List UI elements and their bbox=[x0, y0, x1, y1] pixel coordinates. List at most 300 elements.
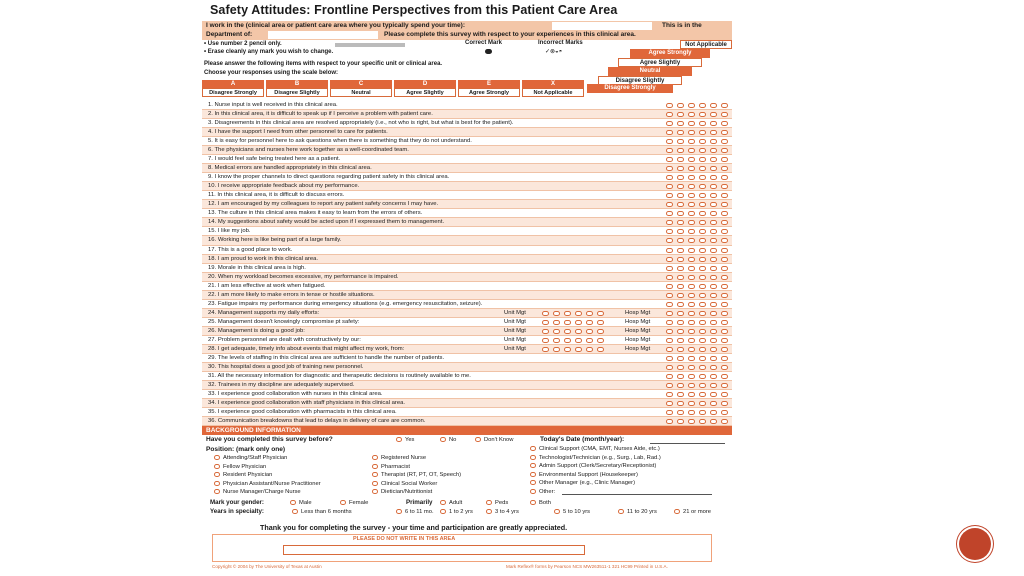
position-option[interactable]: Dietician/Nutritionist bbox=[372, 489, 432, 495]
work-area-field[interactable] bbox=[552, 22, 652, 30]
response-bubble[interactable] bbox=[699, 329, 706, 334]
response-bubble[interactable] bbox=[699, 302, 706, 307]
response-bubble[interactable] bbox=[666, 275, 673, 280]
response-bubble[interactable] bbox=[688, 347, 695, 352]
response-bubble[interactable] bbox=[677, 365, 684, 370]
response-bubble[interactable] bbox=[710, 293, 717, 298]
response-bubble[interactable] bbox=[699, 320, 706, 325]
specialty-option[interactable]: Less than 6 months bbox=[292, 509, 352, 515]
response-bubble[interactable] bbox=[688, 121, 695, 126]
survey-item-row bbox=[202, 390, 732, 399]
primarily-both[interactable]: Both bbox=[530, 500, 551, 506]
response-bubble[interactable] bbox=[710, 284, 717, 289]
unit-mgt-bubble[interactable] bbox=[575, 347, 582, 352]
incorrect-marks-icon: ✓⊗◒◓ bbox=[545, 49, 563, 55]
department-field[interactable] bbox=[268, 31, 378, 39]
unit-mgt-bubble[interactable] bbox=[597, 347, 604, 352]
response-bubble[interactable] bbox=[666, 320, 673, 325]
response-bubble[interactable] bbox=[677, 383, 684, 388]
unit-mgt-bubble[interactable] bbox=[553, 347, 560, 352]
unit-mgt-bubble[interactable] bbox=[597, 311, 604, 316]
unit-mgt-bubble[interactable] bbox=[597, 329, 604, 334]
unit-mgt-bubble[interactable] bbox=[586, 311, 593, 316]
specialty-option[interactable]: 1 to 2 yrs bbox=[440, 509, 473, 515]
position-option[interactable]: Fellow Physician bbox=[214, 464, 266, 470]
response-bubble[interactable] bbox=[677, 112, 684, 117]
response-bubble[interactable] bbox=[721, 383, 728, 388]
radio-icon bbox=[530, 446, 536, 451]
unit-mgt-bubble[interactable] bbox=[575, 329, 582, 334]
response-bubble[interactable] bbox=[688, 302, 695, 307]
response-bubble[interactable] bbox=[710, 166, 717, 171]
response-bubble[interactable] bbox=[677, 166, 684, 171]
response-bubble[interactable] bbox=[677, 392, 684, 397]
position-option[interactable]: Registered Nurse bbox=[372, 455, 426, 461]
response-bubble[interactable] bbox=[721, 347, 728, 352]
response-bubble[interactable] bbox=[699, 419, 706, 424]
response-bubble[interactable] bbox=[721, 266, 728, 271]
specialty-option[interactable]: 6 to 11 mo. bbox=[396, 509, 434, 515]
response-bubble[interactable] bbox=[721, 139, 728, 144]
response-bubble[interactable] bbox=[677, 211, 684, 216]
position-option[interactable]: Clinical Support (CMA, EMT, Nurses Aide, etc.) bbox=[530, 446, 660, 452]
survey-item-row bbox=[202, 363, 732, 372]
specialty-option[interactable]: 11 to 20 yrs bbox=[618, 509, 657, 515]
response-bubble[interactable] bbox=[688, 419, 695, 424]
position-option[interactable]: Pharmacist bbox=[372, 464, 410, 470]
response-bubble[interactable] bbox=[677, 184, 684, 189]
response-bubble[interactable] bbox=[666, 302, 673, 307]
response-bubble[interactable] bbox=[710, 266, 717, 271]
response-bubble[interactable] bbox=[688, 257, 695, 262]
response-bubble[interactable] bbox=[677, 329, 684, 334]
response-bubble[interactable] bbox=[710, 184, 717, 189]
response-bubble[interactable] bbox=[710, 401, 717, 406]
response-bubble[interactable] bbox=[666, 311, 673, 316]
position-option[interactable]: Attending/Staff Physician bbox=[214, 455, 287, 461]
staircase-neutral: Neutral bbox=[608, 67, 692, 76]
response-bubble[interactable] bbox=[666, 103, 673, 108]
response-bubble[interactable] bbox=[688, 329, 695, 334]
response-bubble[interactable] bbox=[666, 419, 673, 424]
response-bubble[interactable] bbox=[688, 410, 695, 415]
answer-instruction-2: Choose your responses using the scale below: bbox=[204, 70, 339, 76]
response-bubble[interactable] bbox=[688, 166, 695, 171]
unit-mgt-bubble[interactable] bbox=[575, 338, 582, 343]
unit-mgt-bubble[interactable] bbox=[564, 320, 571, 325]
response-bubble[interactable] bbox=[666, 392, 673, 397]
response-bubble[interactable] bbox=[710, 374, 717, 379]
response-bubble[interactable] bbox=[721, 374, 728, 379]
response-bubble[interactable] bbox=[666, 148, 673, 153]
unit-mgt-bubble[interactable] bbox=[542, 338, 549, 343]
response-bubble[interactable] bbox=[699, 103, 706, 108]
response-bubble[interactable] bbox=[677, 311, 684, 316]
position-option[interactable]: Clinical Social Worker bbox=[372, 481, 437, 487]
gender-male[interactable]: Male bbox=[290, 500, 312, 506]
response-bubble[interactable] bbox=[677, 193, 684, 198]
item-text: 33. I experience good collaboration with nurses in this clinical area. bbox=[208, 391, 383, 397]
specialty-option[interactable]: 21 or more bbox=[674, 509, 711, 515]
item-text: 5. It is easy for personnel here to ask questions when there is something that they do not understand. bbox=[208, 138, 472, 145]
response-bubble[interactable] bbox=[710, 211, 717, 216]
response-bubble[interactable] bbox=[666, 229, 673, 234]
unit-mgt-bubble[interactable] bbox=[586, 329, 593, 334]
response-bubble[interactable] bbox=[710, 275, 717, 280]
response-bubble[interactable] bbox=[721, 401, 728, 406]
response-bubble[interactable] bbox=[666, 293, 673, 298]
response-bubble[interactable] bbox=[699, 284, 706, 289]
position-option[interactable]: Technologist/Technician (e.g., Surg., Lab, Rad.) bbox=[530, 455, 661, 461]
response-bubble[interactable] bbox=[677, 121, 684, 126]
radio-icon bbox=[486, 500, 492, 505]
response-bubble[interactable] bbox=[699, 121, 706, 126]
response-bubble[interactable] bbox=[688, 401, 695, 406]
response-bubble[interactable] bbox=[699, 238, 706, 243]
response-bubble[interactable] bbox=[710, 410, 717, 415]
position-option[interactable]: Other Manager (e.g., Clinic Manager) bbox=[530, 480, 635, 486]
response-bubble[interactable] bbox=[721, 184, 728, 189]
response-bubble[interactable] bbox=[710, 257, 717, 262]
position-option[interactable]: Resident Physician bbox=[214, 472, 272, 478]
response-bubble[interactable] bbox=[688, 311, 695, 316]
response-bubble[interactable] bbox=[677, 338, 684, 343]
unit-mgt-bubble[interactable] bbox=[542, 329, 549, 334]
position-option[interactable]: Therapist (RT, PT, OT, Speech) bbox=[372, 472, 461, 478]
response-bubble[interactable] bbox=[721, 257, 728, 262]
response-bubble[interactable] bbox=[721, 211, 728, 216]
response-bubble[interactable] bbox=[699, 175, 706, 180]
response-bubble[interactable] bbox=[699, 356, 706, 361]
response-bubble[interactable] bbox=[688, 374, 695, 379]
response-bubble[interactable] bbox=[677, 419, 684, 424]
response-bubble[interactable] bbox=[721, 311, 728, 316]
response-bubble[interactable] bbox=[699, 112, 706, 117]
unit-mgt-bubble[interactable] bbox=[586, 320, 593, 325]
response-bubble[interactable] bbox=[699, 266, 706, 271]
response-bubble[interactable] bbox=[666, 248, 673, 253]
response-bubble[interactable] bbox=[699, 410, 706, 415]
response-bubble[interactable] bbox=[699, 365, 706, 370]
response-bubble[interactable] bbox=[710, 238, 717, 243]
response-bubble[interactable] bbox=[688, 320, 695, 325]
position-option[interactable]: Physician Assistant/Nurse Practitioner bbox=[214, 481, 321, 487]
response-bubble[interactable] bbox=[677, 410, 684, 415]
response-bubble[interactable] bbox=[688, 275, 695, 280]
response-bubble[interactable] bbox=[688, 248, 695, 253]
unit-mgt-bubble[interactable] bbox=[564, 347, 571, 352]
radio-icon bbox=[372, 472, 378, 477]
response-bubble[interactable] bbox=[666, 401, 673, 406]
response-bubble[interactable] bbox=[688, 365, 695, 370]
survey-item-row bbox=[202, 110, 732, 119]
response-bubble[interactable] bbox=[721, 238, 728, 243]
response-bubble[interactable] bbox=[688, 383, 695, 388]
response-bubble[interactable] bbox=[710, 193, 717, 198]
response-bubble[interactable] bbox=[677, 175, 684, 180]
response-bubble[interactable] bbox=[666, 193, 673, 198]
response-bubble[interactable] bbox=[688, 184, 695, 189]
response-bubble[interactable] bbox=[666, 410, 673, 415]
response-bubble[interactable] bbox=[688, 139, 695, 144]
response-bubble[interactable] bbox=[688, 338, 695, 343]
response-bubble[interactable] bbox=[666, 266, 673, 271]
response-bubble[interactable] bbox=[710, 112, 717, 117]
response-bubble[interactable] bbox=[688, 112, 695, 117]
response-bubble[interactable] bbox=[688, 148, 695, 153]
response-bubble[interactable] bbox=[699, 148, 706, 153]
response-bubble[interactable] bbox=[721, 410, 728, 415]
response-bubble[interactable] bbox=[666, 211, 673, 216]
position-option[interactable]: Other: bbox=[530, 489, 555, 495]
response-bubble[interactable] bbox=[677, 293, 684, 298]
response-bubble[interactable] bbox=[710, 121, 717, 126]
response-bubble[interactable] bbox=[710, 347, 717, 352]
response-bubble[interactable] bbox=[666, 347, 673, 352]
response-bubble[interactable] bbox=[710, 157, 717, 162]
survey-item-row bbox=[202, 408, 732, 417]
response-bubble[interactable] bbox=[721, 419, 728, 424]
response-bubble[interactable] bbox=[688, 392, 695, 397]
unit-mgt-bubble[interactable] bbox=[542, 311, 549, 316]
unit-mgt-bubble[interactable] bbox=[553, 338, 560, 343]
response-bubble[interactable] bbox=[721, 103, 728, 108]
response-bubble[interactable] bbox=[688, 193, 695, 198]
response-bubble[interactable] bbox=[688, 356, 695, 361]
primarily-adult[interactable]: Adult bbox=[440, 500, 462, 506]
unit-mgt-bubble[interactable] bbox=[575, 311, 582, 316]
gender-female[interactable]: Female bbox=[340, 500, 368, 506]
radio-icon bbox=[290, 500, 296, 505]
response-bubble[interactable] bbox=[688, 293, 695, 298]
position-option[interactable]: Nurse Manager/Charge Nurse bbox=[214, 489, 301, 495]
unit-mgt-bubble[interactable] bbox=[564, 329, 571, 334]
radio-icon bbox=[440, 437, 446, 442]
response-bubble[interactable] bbox=[710, 392, 717, 397]
response-bubble[interactable] bbox=[666, 338, 673, 343]
response-bubble[interactable] bbox=[666, 257, 673, 262]
response-bubble[interactable] bbox=[721, 320, 728, 325]
response-bubble[interactable] bbox=[699, 275, 706, 280]
position-option[interactable]: Environmental Support (Housekeeper) bbox=[530, 472, 638, 478]
response-bubble[interactable] bbox=[710, 302, 717, 307]
response-bubble[interactable] bbox=[677, 356, 684, 361]
response-bubble[interactable] bbox=[677, 157, 684, 162]
response-bubble[interactable] bbox=[710, 202, 717, 207]
unit-mgt-bubble[interactable] bbox=[586, 347, 593, 352]
response-bubble[interactable] bbox=[688, 266, 695, 271]
response-bubble[interactable] bbox=[721, 338, 728, 343]
response-bubble[interactable] bbox=[710, 248, 717, 253]
unit-mgt-bubble[interactable] bbox=[553, 329, 560, 334]
response-bubble[interactable] bbox=[666, 139, 673, 144]
response-bubble[interactable] bbox=[677, 347, 684, 352]
position-option[interactable]: Admin Support (Clerk/Secretary/Receptionist) bbox=[530, 463, 656, 469]
response-bubble[interactable] bbox=[721, 329, 728, 334]
response-bubble[interactable] bbox=[677, 401, 684, 406]
response-bubble[interactable] bbox=[666, 374, 673, 379]
response-bubble[interactable] bbox=[699, 202, 706, 207]
response-bubble[interactable] bbox=[699, 184, 706, 189]
response-bubble[interactable] bbox=[710, 383, 717, 388]
response-bubble[interactable] bbox=[699, 374, 706, 379]
survey-item-row bbox=[202, 327, 732, 336]
response-bubble[interactable] bbox=[699, 220, 706, 225]
completed-yes[interactable]: Yes bbox=[396, 437, 414, 443]
item-text: 23. Fatigue impairs my performance during emergency situations (e.g. emergency resuscitation, seizure). bbox=[208, 300, 483, 307]
response-bubble[interactable] bbox=[677, 148, 684, 153]
response-bubble[interactable] bbox=[721, 365, 728, 370]
response-bubble[interactable] bbox=[710, 175, 717, 180]
response-bubble[interactable] bbox=[666, 202, 673, 207]
other-position-field[interactable] bbox=[562, 494, 712, 495]
response-bubble[interactable] bbox=[666, 284, 673, 289]
response-bubble[interactable] bbox=[677, 266, 684, 271]
response-bubble[interactable] bbox=[699, 211, 706, 216]
response-bubble[interactable] bbox=[710, 229, 717, 234]
response-bubble[interactable] bbox=[699, 347, 706, 352]
response-bubble[interactable] bbox=[710, 139, 717, 144]
response-bubble[interactable] bbox=[710, 419, 717, 424]
response-bubble[interactable] bbox=[721, 248, 728, 253]
response-bubble[interactable] bbox=[710, 365, 717, 370]
response-bubble[interactable] bbox=[710, 329, 717, 334]
response-bubble[interactable] bbox=[699, 157, 706, 162]
response-bubble[interactable] bbox=[721, 193, 728, 198]
survey-item-row bbox=[202, 146, 732, 155]
response-bubble[interactable] bbox=[699, 401, 706, 406]
response-bubble[interactable] bbox=[677, 275, 684, 280]
unit-mgt-bubble[interactable] bbox=[586, 338, 593, 343]
response-bubble[interactable] bbox=[666, 329, 673, 334]
response-bubble[interactable] bbox=[699, 130, 706, 135]
response-bubble[interactable] bbox=[721, 392, 728, 397]
response-bubble[interactable] bbox=[721, 175, 728, 180]
response-bubble[interactable] bbox=[699, 293, 706, 298]
response-bubble[interactable] bbox=[721, 202, 728, 207]
response-bubble[interactable] bbox=[688, 157, 695, 162]
response-bubble[interactable] bbox=[721, 121, 728, 126]
response-bubble[interactable] bbox=[677, 320, 684, 325]
response-bubble[interactable] bbox=[699, 193, 706, 198]
response-bubble[interactable] bbox=[677, 202, 684, 207]
primarily-peds[interactable]: Peds bbox=[486, 500, 508, 506]
unit-mgt-bubble[interactable] bbox=[597, 320, 604, 325]
unit-mgt-bubble[interactable] bbox=[564, 338, 571, 343]
response-bubble[interactable] bbox=[688, 238, 695, 243]
response-bubble[interactable] bbox=[710, 220, 717, 225]
unit-mgt-bubble[interactable] bbox=[553, 311, 560, 316]
response-bubble[interactable] bbox=[677, 139, 684, 144]
unit-mgt-bubble[interactable] bbox=[542, 320, 549, 325]
response-bubble[interactable] bbox=[721, 293, 728, 298]
response-bubble[interactable] bbox=[688, 211, 695, 216]
response-bubble[interactable] bbox=[699, 311, 706, 316]
response-bubble[interactable] bbox=[710, 320, 717, 325]
response-bubble[interactable] bbox=[721, 302, 728, 307]
response-bubble[interactable] bbox=[666, 356, 673, 361]
response-bubble[interactable] bbox=[688, 202, 695, 207]
response-bubble[interactable] bbox=[688, 229, 695, 234]
response-bubble[interactable] bbox=[721, 148, 728, 153]
response-bubble[interactable] bbox=[666, 238, 673, 243]
response-bubble[interactable] bbox=[666, 365, 673, 370]
response-bubble[interactable] bbox=[721, 356, 728, 361]
response-bubble[interactable] bbox=[677, 103, 684, 108]
unit-mgt-bubble[interactable] bbox=[597, 338, 604, 343]
response-bubble[interactable] bbox=[699, 338, 706, 343]
response-bubble[interactable] bbox=[666, 112, 673, 117]
response-bubble[interactable] bbox=[721, 157, 728, 162]
response-bubble[interactable] bbox=[699, 229, 706, 234]
completed-no[interactable]: No bbox=[440, 437, 456, 443]
response-bubble[interactable] bbox=[721, 166, 728, 171]
response-bubble[interactable] bbox=[710, 356, 717, 361]
response-bubble[interactable] bbox=[666, 220, 673, 225]
response-bubble[interactable] bbox=[699, 257, 706, 262]
response-bubble[interactable] bbox=[688, 284, 695, 289]
unit-mgt-bubble[interactable] bbox=[564, 311, 571, 316]
response-bubble[interactable] bbox=[677, 302, 684, 307]
response-bubble[interactable] bbox=[666, 175, 673, 180]
response-bubble[interactable] bbox=[677, 374, 684, 379]
response-bubble[interactable] bbox=[721, 220, 728, 225]
response-bubble[interactable] bbox=[666, 157, 673, 162]
response-bubble[interactable] bbox=[710, 311, 717, 316]
response-bubble[interactable] bbox=[666, 166, 673, 171]
response-bubble[interactable] bbox=[710, 148, 717, 153]
response-bubble[interactable] bbox=[721, 130, 728, 135]
response-bubble[interactable] bbox=[699, 139, 706, 144]
response-bubble[interactable] bbox=[677, 130, 684, 135]
response-bubble[interactable] bbox=[688, 130, 695, 135]
response-bubble[interactable] bbox=[710, 338, 717, 343]
survey-item-row bbox=[202, 200, 732, 209]
response-bubble[interactable] bbox=[699, 383, 706, 388]
completed-dont-know[interactable]: Don't Know bbox=[475, 437, 513, 443]
response-bubble[interactable] bbox=[699, 392, 706, 397]
response-bubble[interactable] bbox=[666, 130, 673, 135]
response-bubble[interactable] bbox=[721, 284, 728, 289]
response-bubble[interactable] bbox=[677, 284, 684, 289]
response-bubble[interactable] bbox=[677, 229, 684, 234]
response-bubble[interactable] bbox=[677, 248, 684, 253]
response-bubble[interactable] bbox=[688, 220, 695, 225]
response-bubble[interactable] bbox=[699, 166, 706, 171]
response-bubble[interactable] bbox=[666, 383, 673, 388]
response-bubble[interactable] bbox=[677, 238, 684, 243]
response-bubble[interactable] bbox=[699, 248, 706, 253]
unit-mgt-bubble[interactable] bbox=[553, 320, 560, 325]
response-bubble[interactable] bbox=[677, 220, 684, 225]
specialty-option[interactable]: 5 to 10 yrs bbox=[554, 509, 590, 515]
response-bubble[interactable] bbox=[666, 184, 673, 189]
response-bubble[interactable] bbox=[688, 103, 695, 108]
response-bubble[interactable] bbox=[721, 229, 728, 234]
response-bubble[interactable] bbox=[710, 103, 717, 108]
unit-mgt-bubble[interactable] bbox=[542, 347, 549, 352]
response-bubble[interactable] bbox=[688, 175, 695, 180]
response-bubble[interactable] bbox=[677, 257, 684, 262]
response-bubble[interactable] bbox=[666, 121, 673, 126]
response-bubble[interactable] bbox=[721, 275, 728, 280]
todays-date-field[interactable] bbox=[650, 443, 725, 444]
radio-icon bbox=[214, 455, 220, 460]
response-bubble[interactable] bbox=[721, 112, 728, 117]
specialty-option[interactable]: 3 to 4 yrs bbox=[486, 509, 519, 515]
unit-mgt-bubble[interactable] bbox=[575, 320, 582, 325]
response-bubble[interactable] bbox=[710, 130, 717, 135]
